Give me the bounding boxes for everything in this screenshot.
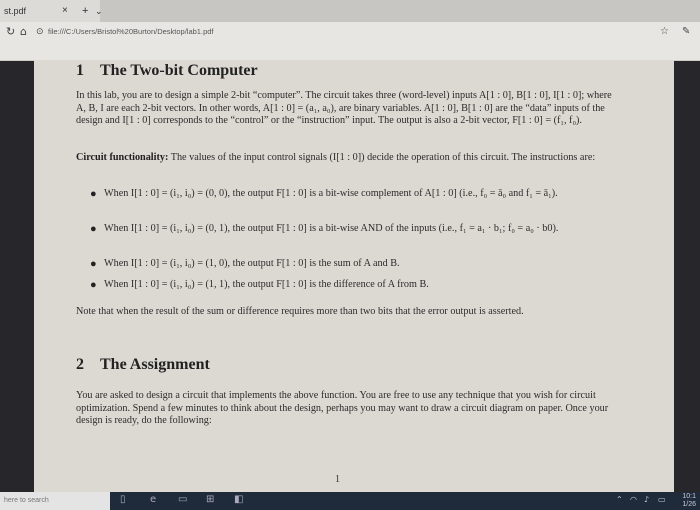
task-view-icon[interactable]: ▯ [120, 494, 126, 505]
clock-date: 1/26 [682, 501, 696, 508]
network-icon[interactable]: ◠ [630, 495, 637, 504]
battery-icon[interactable]: ▭ [658, 495, 666, 504]
url-text[interactable]: file:///C:/Users/Bristol%20Burton/Desktop/lab1.pdf [48, 27, 214, 36]
store-icon[interactable]: ⊞ [206, 494, 215, 505]
clock-time: 10:1 [682, 493, 696, 500]
app-icon[interactable]: ◧ [234, 494, 244, 505]
section-number: 2 [76, 356, 84, 373]
tray-chevron-icon[interactable]: ⌃ [616, 495, 623, 504]
pdf-page [34, 60, 674, 492]
assignment-paragraph: You are asked to design a circuit that implements the above function. You are free to use any technique that you wish for circuit optimization. Spend a few minutes to think about the design, perhaps you may want to draw a circuit diagram on paper. Once your design is ready, do the following: [76, 390, 609, 426]
instruction-bullet: When I[1 : 0] = (i₁, i₀) = (1, 0), the output F[1 : 0] is the sum of A and B. [104, 258, 400, 269]
intro-paragraph: In this lab, you are to design a simple 2-bit “computer”. The circuit takes three (word-level) inputs A[1 : 0], B[1 : 0], I[1 : 0]; where A, B, I are each 2-bit vectors. In other words, A[1 : 0] = (a₁, a₀), are binary variables. A[1 : 0], B[1 : 0] are the “data” inputs of the design and I[1 : 0] corresponds to the “control” or the “instruction” input. The output is also a 2-bit vector, F[1 : 0] = (f₁, f₀). [76, 90, 612, 126]
functionality-label: Circuit functionality: [76, 152, 169, 163]
functionality-text: The values of the input control signals (I[1 : 0]) decide the operation of this circuit. The instructions are: [170, 152, 596, 163]
tab-title: st.pdf [4, 6, 27, 16]
instruction-bullet: When I[1 : 0] = (i₁, i₀) = (0, 1), the output F[1 : 0] is a bit-wise AND of the inputs (i.e., f₁ = a₁ · b₁; f₀ = a₀ · b0). [104, 223, 559, 234]
page-number: 1 [335, 474, 340, 485]
section-title: The Assignment [100, 356, 210, 373]
new-tab-icon[interactable]: + [82, 5, 89, 17]
system-clock[interactable] [682, 493, 696, 509]
section-2-heading [76, 356, 210, 374]
instruction-bullet: When I[1 : 0] = (i₁, i₀) = (1, 1), the output F[1 : 0] is the difference of A from B. [104, 279, 429, 290]
tab-bar [0, 0, 700, 22]
taskbar [0, 492, 700, 510]
taskbar-search-input[interactable]: here to search [0, 492, 110, 510]
section-number: 1 [76, 62, 84, 79]
section-title: The Two-bit Computer [100, 62, 258, 79]
favorite-star-icon[interactable]: ☆ [660, 26, 669, 37]
file-icon: ⊙ [36, 27, 44, 37]
reading-list-icon[interactable]: ✎ [682, 26, 691, 37]
volume-icon[interactable]: ♪ [644, 495, 650, 504]
note-paragraph: Note that when the result of the sum or difference requires more than two bits that the error output is asserted. [76, 306, 524, 317]
tab-close-icon[interactable]: × [62, 5, 68, 16]
bullet-icon: ● [90, 188, 97, 200]
section-1-heading [76, 62, 258, 80]
bullet-icon: ● [90, 223, 97, 235]
file-explorer-icon[interactable]: ▭ [178, 494, 188, 505]
tab-list-icon[interactable]: ⌄ [95, 6, 103, 16]
pdf-toolbar [0, 44, 700, 61]
refresh-icon[interactable]: ↻ [6, 25, 16, 38]
instruction-bullet: When I[1 : 0] = (i₁, i₀) = (0, 0), the output F[1 : 0] is a bit-wise complement of A[1 : 0] (i.e., f₀ = ā₀ and f₁ = ā₁). [104, 188, 558, 199]
functionality-paragraph [76, 152, 618, 165]
bullet-icon: ● [90, 279, 97, 291]
bullet-icon: ● [90, 258, 97, 270]
edge-browser-icon[interactable]: e [150, 494, 157, 505]
home-icon[interactable]: ⌂ [20, 25, 27, 38]
address-bar [0, 22, 700, 44]
